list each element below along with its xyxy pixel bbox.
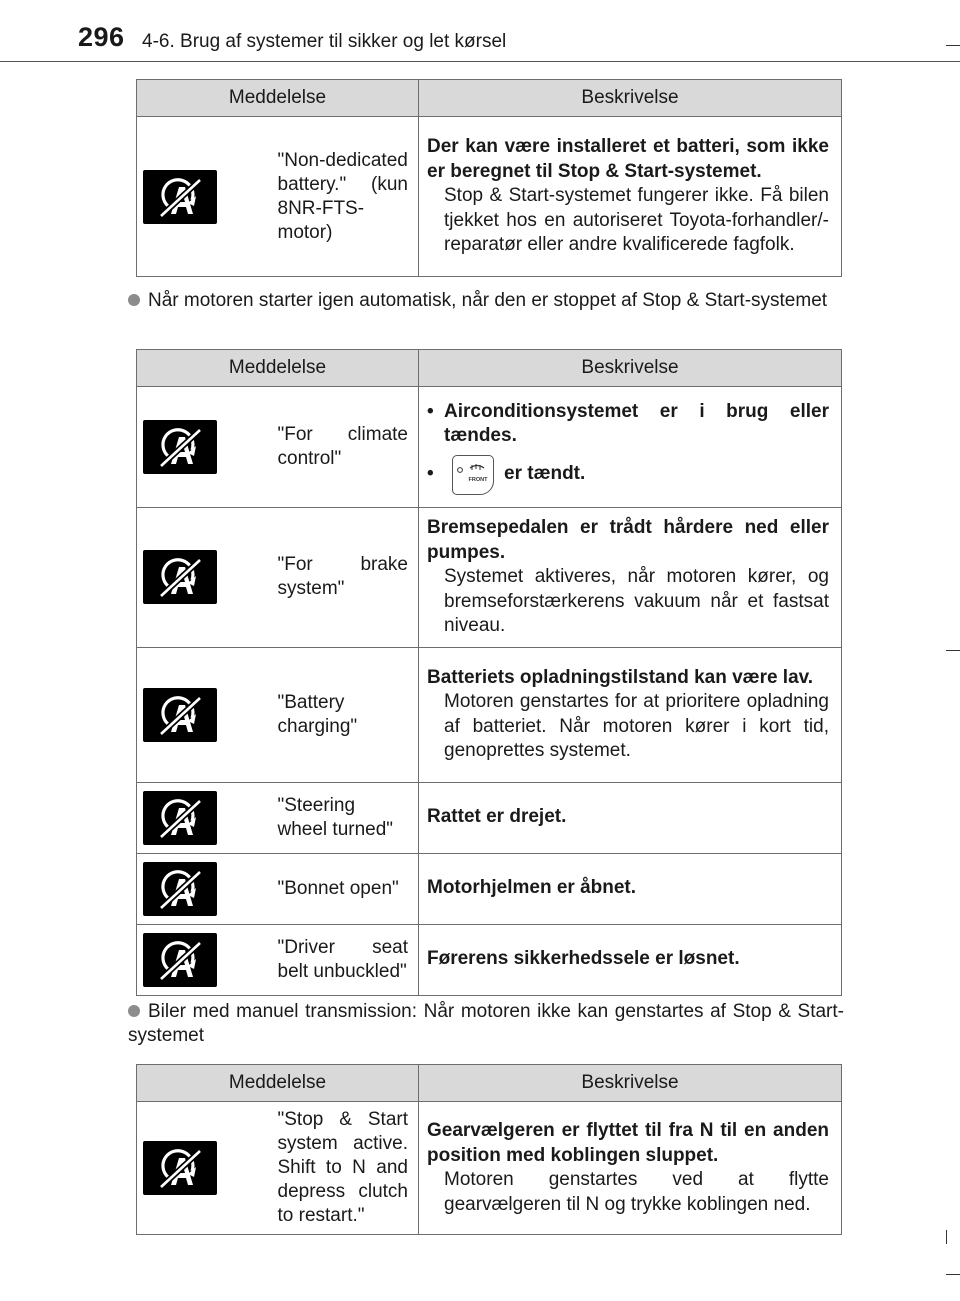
table-row [137,647,842,782]
description-title: Motorhjelmen er åbnet. [427,877,637,899]
stop-start-off-icon [143,550,217,604]
description-title: Førerens sikkerhedssele er løsnet. [427,948,740,970]
header-rule [0,61,960,63]
icon-cell [137,924,278,995]
table-row [137,1102,842,1235]
message-text: "Steering wheel turned" [278,782,419,853]
crop-mark [946,45,960,46]
message-text: "For brake system" [278,508,419,648]
message-text: "Non-dedicated battery." (kun 8NR-FTS-motor) [278,117,419,277]
message-text: "Stop & Start system active. Shift to N and depress clutch to restart." [278,1102,419,1235]
message-text: "Driver seat belt unbuckled" [278,924,419,995]
bullet-text: er tændt. [504,463,586,485]
bullet-text: Biler med manuel transmission: Når motoren ikke kan genstartes af Stop & Start-systemet [128,1001,844,1046]
column-header-description: Beskrivelse [419,1065,842,1102]
description-text: Motoren genstartes ved at flytte gearvælgeren til N og trykke koblingen ned. [444,1169,829,1215]
description-title: Rattet er drejet. [427,806,567,828]
table-row [137,508,842,648]
icon-cell [137,782,278,853]
crop-mark [946,1230,947,1244]
description-title: Der kan være installeret et batteri, som ikke er beregnet til Stop & Start-systemet. [427,136,829,182]
stop-start-off-icon [143,688,217,742]
description-cell [419,853,842,924]
description-cell [419,924,842,995]
message-table-2 [136,349,842,996]
description-cell [419,117,842,277]
bullet-dot [128,294,140,306]
table-row [137,117,842,277]
description-cell [419,1102,842,1235]
column-header-description: Beskrivelse [419,350,842,387]
table-row [137,782,842,853]
stop-start-off-icon [143,170,217,224]
section-title: 4-6. Brug af systemer til sikker og let kørsel [142,31,507,52]
description-title: Batteriets opladningstilstand kan være lav. [427,666,814,688]
stop-start-off-icon [143,420,217,474]
message-text: "Bonnet open" [278,853,419,924]
description-text: Stop & Start-systemet fungerer ikke. Få bilen tjekket hos en autoriseret Toyota-forhandler/-reparatør eller andre kvalificerede fagfolk. [444,185,829,256]
table-row [137,853,842,924]
message-text: "For climate control" [278,387,419,508]
icon-cell [137,853,278,924]
icon-cell [137,508,278,648]
bullet-dot: • [427,463,434,485]
message-table-3 [136,1064,842,1235]
column-header-description: Beskrivelse [419,80,842,117]
stop-start-off-icon [143,933,217,987]
page-number: 296 [78,22,125,52]
description-title: Bremsepedalen er trådt hårdere ned eller pumpes. [427,517,829,563]
description-text: Systemet aktiveres, når motoren kører, og bremseforstærkerens vakuum når et fastsat niveau. [444,566,829,636]
description-cell [419,647,842,782]
description-cell [419,782,842,853]
icon-cell [137,1102,278,1235]
bullet-dot [128,1005,140,1017]
message-text: "Battery charging" [278,647,419,782]
bullet-paragraph-1 [128,289,844,313]
front-defroster-button-icon [452,455,494,495]
description-bullet [427,455,829,495]
bullet-paragraph-2 [128,1000,844,1048]
icon-cell [137,387,278,508]
stop-start-off-icon [143,791,217,845]
icon-cell [137,647,278,782]
message-table-1 [136,79,842,277]
button-label: FRONT [468,476,488,483]
column-header-message: Meddelelse [137,80,419,117]
bullet-text: Airconditionsystemet er i brug eller tændes. [444,400,829,446]
table-row [137,387,842,508]
description-bullet [427,400,829,449]
description-cell [419,508,842,648]
bullet-text: Når motoren starter igen automatisk, når den er stoppet af Stop & Start-systemet [148,290,828,311]
crop-mark [946,1274,960,1275]
description-title: Gearvælgeren er flyttet til fra N til en anden position med koblingen sluppet. [427,1120,829,1166]
column-header-message: Meddelelse [137,1065,419,1102]
bullet-dot: • [427,400,434,422]
column-header-message: Meddelelse [137,350,419,387]
icon-cell [137,117,278,277]
table-row [137,924,842,995]
crop-mark [946,650,960,651]
description-text: Motoren genstartes for at prioritere opladning af batteriet. Når motoren kører i kort tid, genoprettes systemet. [444,691,829,761]
stop-start-off-icon [143,862,217,916]
stop-start-off-icon [143,1141,217,1195]
description-cell [419,387,842,508]
